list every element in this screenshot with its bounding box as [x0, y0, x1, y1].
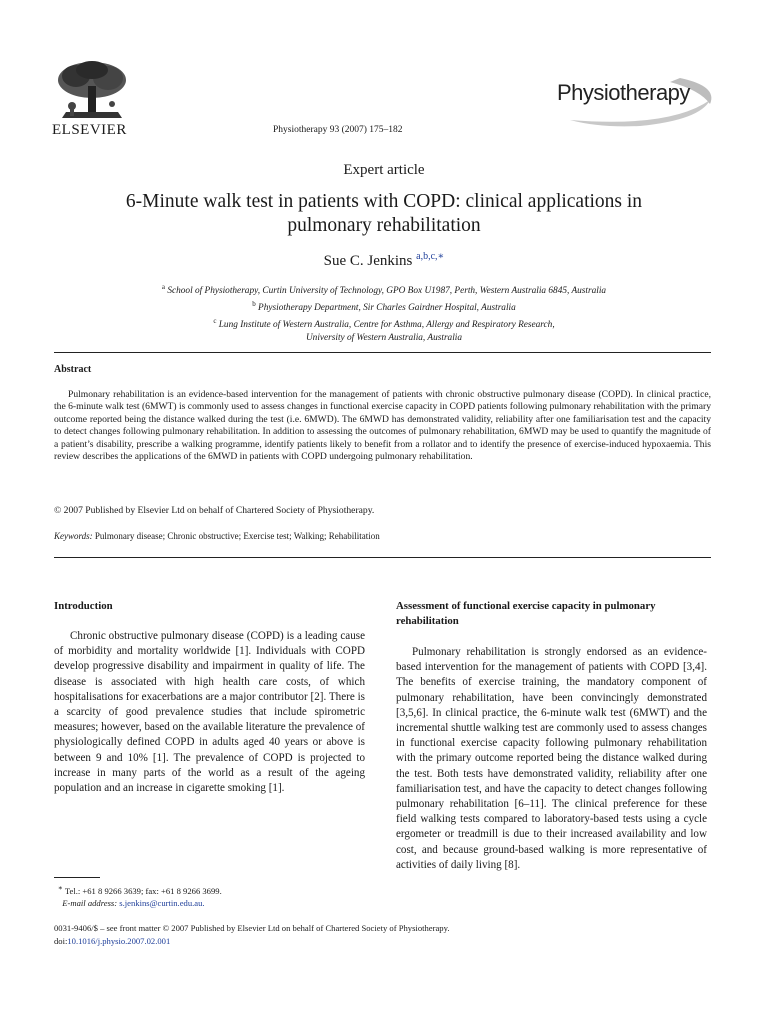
elsevier-tree-logo: [52, 58, 132, 122]
author: [0, 251, 768, 270]
doi-label: doi:: [54, 935, 68, 946]
email-link[interactable]: s.jenkins@curtin.edu.au.: [119, 897, 205, 908]
footnote-marker: ∗: [58, 884, 63, 892]
divider: [54, 557, 711, 558]
footnote-contact: Tel.: +61 8 9266 3639; fax: +61 8 9266 3699.: [64, 885, 222, 896]
keywords-label: Keywords:: [54, 531, 93, 541]
section-heading-introduction: Introduction: [54, 600, 113, 612]
article-title: 6-Minute walk test in patients with COPD: clinical applications in pulmonary rehabilitation: [125, 191, 643, 236]
footnote-divider: [54, 877, 100, 878]
affiliation-a: $^a$ School of Physiotherapy, Curtin University of Technology, GPO Box U1987, Perth, Western Australia 6845, Australia: [161, 283, 607, 297]
email-label: E-mail address:: [62, 897, 118, 908]
section-heading-assessment: Assessment of functional exercise capacity in pulmonary rehabilitation: [396, 600, 656, 627]
affiliation-c-cont: University of Western Australia, Australia: [305, 333, 463, 344]
abstract-copyright: © 2007 Published by Elsevier Ltd on behalf of Chartered Society of Physiotherapy.: [54, 505, 375, 516]
keywords: [54, 531, 380, 541]
page-footer: [54, 922, 449, 947]
introduction-text: Chronic obstructive pulmonary disease (COPD) is a leading cause of morbidity and mortality worldwide [1]. Individuals with COPD develop progressive disability and impairment in quality of life. The disease is associated with high health care costs, of which hospitalisations for exacerbations are a major contributor [2]. There is a scarcity of good prevalence studies that include spirometric measures; however, based on the available literature the prevalence of physiologically defined COPD in adults aged 40 years or above is between 9 and 10% [1]. The prevalence of COPD is projected to increase in many parts of the world as a result of the ageing population and an increase in cigarette smoking [1].: [54, 630, 365, 795]
assessment-text: Pulmonary rehabilitation is strongly endorsed as an evidence-based intervention for the management of patients with COPD [3,4]. The benefits of exercise training, the mandatory component of pulmonary rehabilitation, have been convincingly demonstrated [3,5,6]. In clinical practice, the 6-minute walk test (6MWT) and the incremental shuttle walking test are commonly used to assess changes in functional exercise capacity following pulmonary rehabilitation with the primary outcome reported being the distance walked during the test. Both tests have demonstrated validity, reliability after one familiarisation test, and have the capacity to detect changes following pulmonary rehabilitation [6–11]. The clinical preference for these field walking tests compared to laboratory-based tests using a cycle ergometer or treadmill is due to their increased availability and low cost, and because ground-based walking is more representative of activities of daily living [8].: [396, 646, 707, 871]
affiliations: [80, 281, 688, 345]
footnote: [58, 882, 222, 909]
keywords-list: Pulmonary disease; Chronic obstructive; Exercise test; Walking; Rehabilitation: [94, 531, 380, 541]
publisher-name: ELSEVIER: [52, 122, 127, 138]
divider: [54, 352, 711, 353]
doi-link[interactable]: 10.1016/j.physio.2007.02.001: [67, 935, 171, 946]
author-name: Sue C. Jenkins: [323, 253, 413, 269]
affiliation-b: $^b$ Physiotherapy Department, Sir Charles Gairdner Hospital, Australia: [252, 300, 516, 314]
abstract-text: Pulmonary rehabilitation is an evidence-based intervention for the management of patients with chronic obstructive pulmonary disease (COPD). In clinical practice, the 6-minute walk test (6MWT) is commonly used to assess changes in functional exercise capacity in COPD patients following pulmonary rehabilitation with the primary outcome reported being the distance walked during the test (i.e. 6MWD). The 6MWD has demonstrated validity, reliability after one familiarisation test and the capacity to detect changes following pulmonary rehabilitation. In addition to assessing the outcomes of pulmonary rehabilitation, 6MWD may be used to quantify the magnitude of a patient’s disability, prescribe a walking programme, identify patients likely to benefit from a rollator and to identify the presence of exercise-induced hypoxaemia. This review describes the applications of the 6MWD in patients with COPD undergoing pulmonary rehabilitation.: [54, 389, 711, 463]
article-type: Expert article: [343, 162, 425, 178]
author-affiliation-markers[interactable]: a,b,c,∗: [416, 251, 445, 262]
footer-copyright: 0031-9406/$ – see front matter © 2007 Published by Elsevier Ltd on behalf of Chartered Society of Physiotherapy.: [54, 923, 450, 933]
journal-name: Physiotherapy: [557, 80, 690, 105]
affiliation-c: $^c$ Lung Institute of Western Australia, Centre for Asthma, Allergy and Respiratory Research,: [213, 317, 555, 331]
abstract-heading: Abstract: [54, 364, 92, 375]
journal-citation: Physiotherapy 93 (2007) 175–182: [273, 125, 403, 135]
